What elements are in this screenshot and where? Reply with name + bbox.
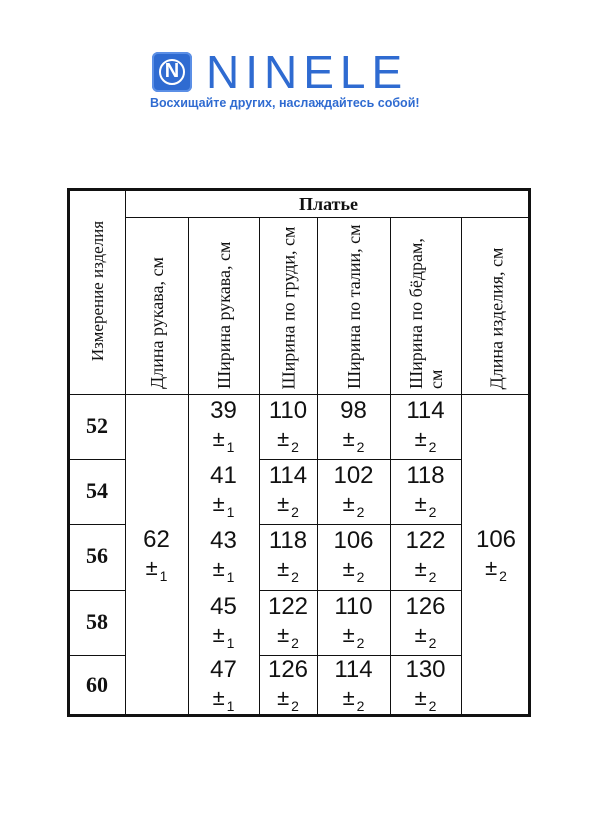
chest-cell xyxy=(259,397,317,455)
hips-cell xyxy=(390,397,461,455)
product-length-cell xyxy=(461,526,531,584)
chest-cell-value: 126 xyxy=(267,656,309,683)
hips-cell-value: 126 xyxy=(405,592,446,620)
hips-cell-tolerance: ± $_2$ xyxy=(414,685,437,714)
chest-cell xyxy=(259,593,317,651)
size-table xyxy=(67,188,531,717)
chest-cell-tolerance: ± $_2$ xyxy=(277,425,299,455)
chest-cell xyxy=(259,527,317,585)
size-label: 56 xyxy=(86,543,108,568)
waist-cell xyxy=(317,593,390,651)
sleeve-width-cell xyxy=(188,397,259,455)
sleeve-width-cell xyxy=(188,527,259,585)
sleeve-width-cell xyxy=(188,462,259,520)
sleeve-width-cell-value: 45 xyxy=(210,592,237,620)
brand-name: NINELE xyxy=(206,46,409,98)
waist-cell xyxy=(317,462,390,520)
waist-cell-tolerance: ± $_2$ xyxy=(342,621,365,651)
chest-cell-value: 114 xyxy=(268,461,308,489)
waist-cell-tolerance: ± $_2$ xyxy=(342,556,365,585)
chest-cell-tolerance: ± $_2$ xyxy=(277,490,299,520)
hips-cell-value: 130 xyxy=(405,656,446,683)
waist-cell-value: 114 xyxy=(334,656,373,683)
sleeve-width-cell-value: 41 xyxy=(210,461,237,489)
waist-cell xyxy=(317,527,390,585)
ninele-logo-icon: N xyxy=(152,52,192,92)
chest-cell-tolerance: ± $_2$ xyxy=(277,556,299,585)
waist-cell xyxy=(317,656,390,714)
hips-cell xyxy=(390,656,461,714)
sleeve-width-cell-tolerance: ± $_1$ xyxy=(212,621,235,651)
hips-cell-value: 114 xyxy=(406,396,445,424)
sleeve-length-cell-value: 62 xyxy=(143,525,170,553)
size-column-header: Измерение изделия xyxy=(88,220,107,362)
waist-cell-tolerance: ± $_2$ xyxy=(342,685,365,714)
sleeve-width-cell-tolerance: ± $_1$ xyxy=(212,425,235,455)
column-header-product-length: Длина изделия, см xyxy=(486,247,506,389)
sleeve-length-cell-tolerance: ± $_1$ xyxy=(145,554,168,584)
chest-cell-tolerance: ± $_2$ xyxy=(277,621,299,651)
waist-cell-tolerance: ± $_2$ xyxy=(342,425,365,455)
waist-cell-value: 102 xyxy=(333,461,374,489)
column-header-waist-width: Ширина по талии, см xyxy=(343,224,364,389)
hips-cell xyxy=(390,462,461,520)
chest-cell-value: 118 xyxy=(268,527,308,554)
waist-cell-value: 98 xyxy=(340,396,367,424)
size-label: 60 xyxy=(86,672,108,697)
hips-cell-value: 118 xyxy=(406,461,445,489)
sleeve-width-cell-value: 43 xyxy=(210,527,237,554)
column-header-sleeve-length: Длина рукава, см xyxy=(146,257,167,389)
sleeve-width-cell-tolerance: ± $_1$ xyxy=(212,685,235,714)
brand-tagline: Восхищайте других, наслаждайтесь собой! xyxy=(150,96,420,110)
waist-cell xyxy=(317,397,390,455)
waist-cell-value: 110 xyxy=(334,592,373,620)
column-header-chest-width: Ширина по груди, см xyxy=(278,226,298,389)
chest-cell-tolerance: ± $_2$ xyxy=(277,685,299,714)
group-title: Платье xyxy=(299,194,358,214)
hips-cell-tolerance: ± $_2$ xyxy=(414,425,437,455)
column-header-sleeve-width: Ширина рукава, см xyxy=(213,241,234,389)
hips-cell xyxy=(390,527,461,585)
chest-cell-value: 110 xyxy=(268,396,308,424)
sleeve-width-cell-value: 47 xyxy=(210,656,237,683)
product-length-cell-tolerance: ± $_2$ xyxy=(485,554,507,584)
hips-cell xyxy=(390,593,461,651)
chest-cell xyxy=(259,656,317,714)
sleeve-width-cell-tolerance: ± $_1$ xyxy=(212,556,235,585)
chest-cell-value: 122 xyxy=(267,592,309,620)
sleeve-width-cell-value: 39 xyxy=(210,396,237,424)
size-label: 58 xyxy=(86,608,108,634)
hips-cell-tolerance: ± $_2$ xyxy=(414,621,437,651)
sleeve-width-cell-tolerance: ± $_1$ xyxy=(212,490,235,520)
size-label: 52 xyxy=(86,412,108,438)
column-header-hips-width: Ширина по бёдрам, см xyxy=(405,238,446,389)
waist-cell-value: 106 xyxy=(333,527,374,554)
hips-cell-tolerance: ± $_2$ xyxy=(414,556,437,585)
waist-cell-tolerance: ± $_2$ xyxy=(342,490,365,520)
sleeve-length-cell xyxy=(125,526,188,584)
size-label: 54 xyxy=(86,477,108,503)
chest-cell xyxy=(259,462,317,520)
brand-logo xyxy=(148,46,458,115)
hips-cell-tolerance: ± $_2$ xyxy=(414,490,437,520)
hips-cell-value: 122 xyxy=(405,527,446,554)
sleeve-width-cell xyxy=(188,656,259,714)
product-length-cell-value: 106 xyxy=(475,525,517,553)
sleeve-width-cell xyxy=(188,593,259,651)
